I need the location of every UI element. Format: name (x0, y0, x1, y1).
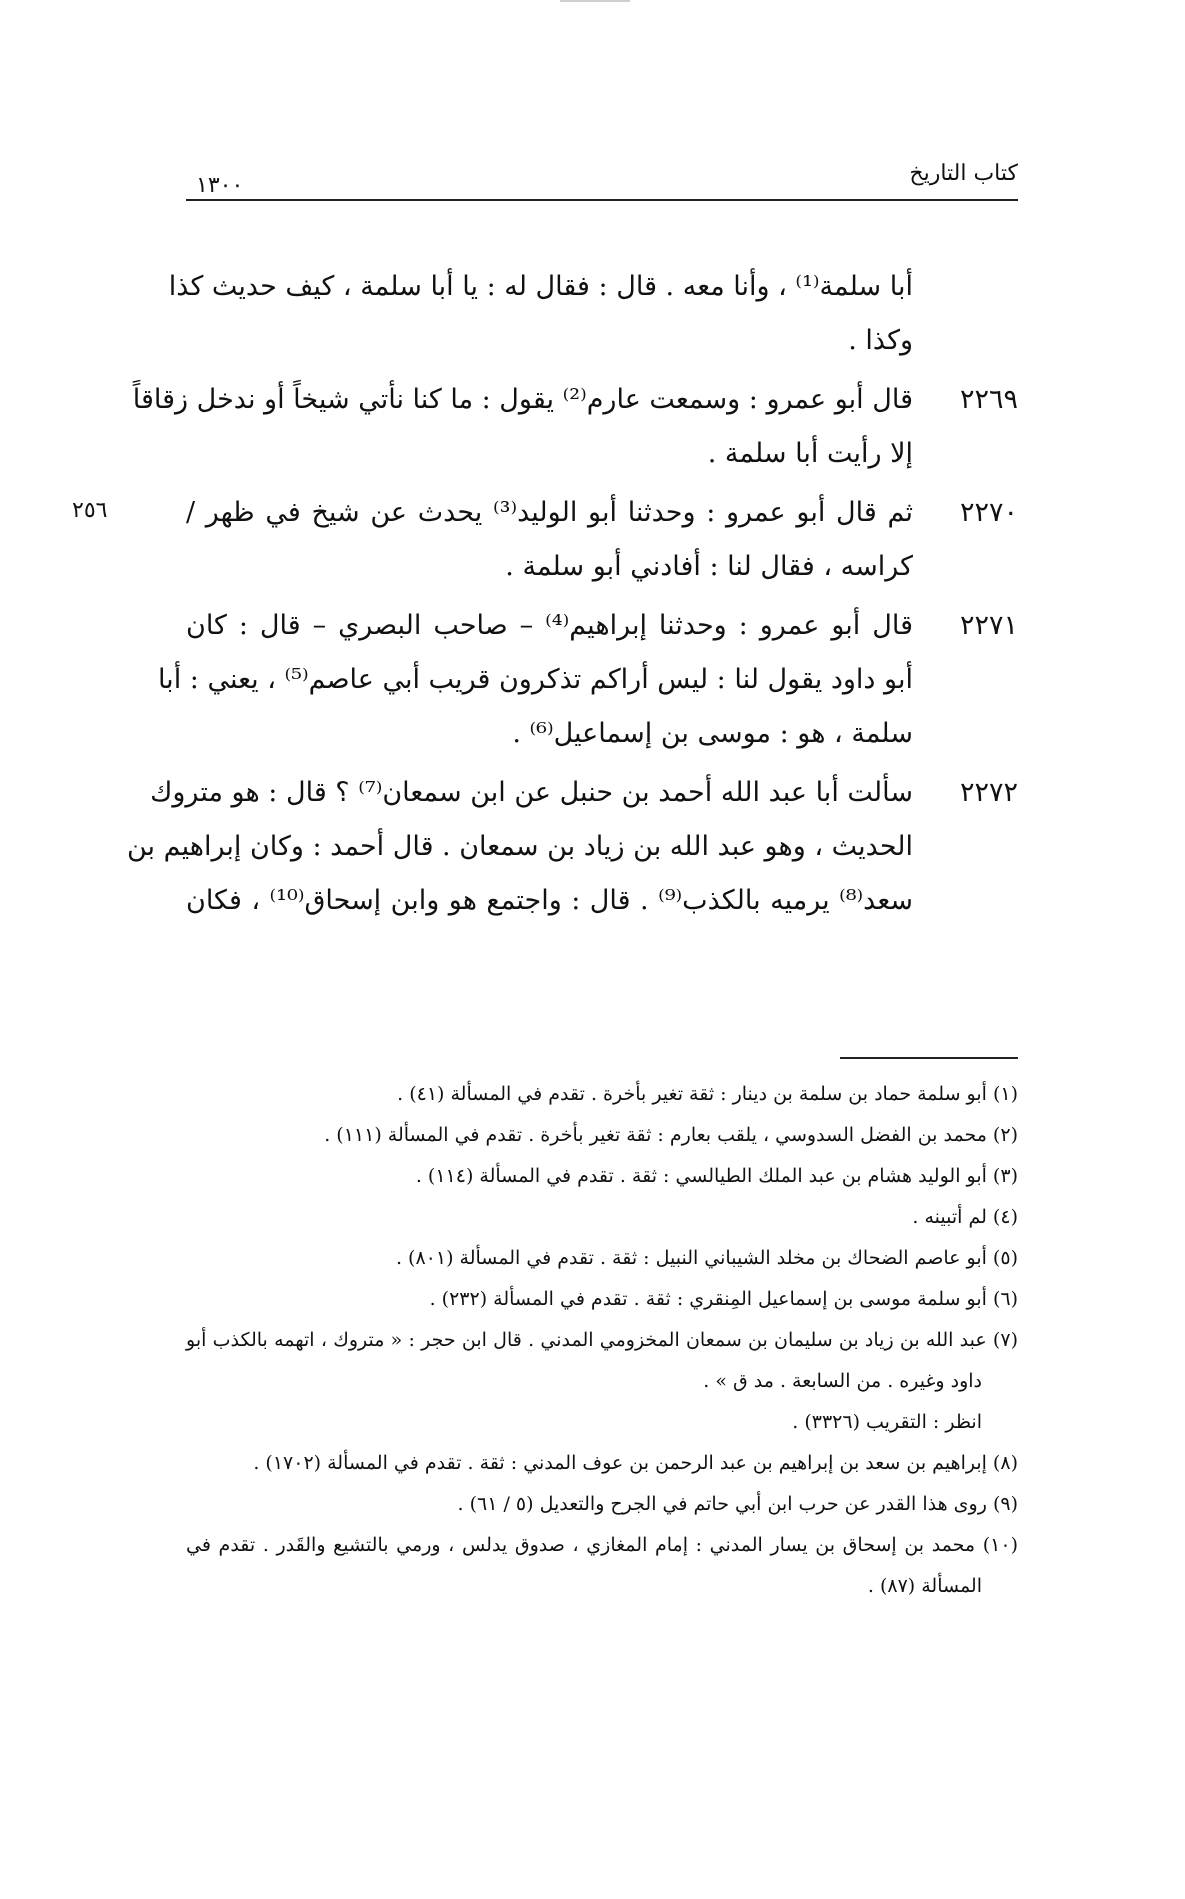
line-text: سلمة ، هو : موسى بن إسماعيل⁽⁶⁾ . (512, 718, 913, 749)
footnote: (٧) عبد الله بن زياد بن سليمان بن سمعان المخزومي المدني . قال ابن حجر : « متروك ، اتهمه بالكذب أبو (186, 1329, 1018, 1351)
text-line (168, 260, 1018, 314)
line-text: الحديث ، وهو عبد الله بن زياد بن سمعان . قال أحمد : وكان إبراهيم بن (126, 831, 913, 862)
scan-top-mark (560, 0, 630, 2)
text-line (186, 314, 1018, 368)
text-line (126, 820, 1018, 874)
footnote-rule (840, 1057, 1018, 1059)
text-line (186, 874, 1018, 928)
line-text: كراسه ، فقال لنا : أفادني أبو سلمة . (505, 551, 913, 582)
text-line (186, 427, 1018, 481)
footnote-continuation: المسألة (٨٧) . (867, 1575, 982, 1597)
footnote: (١٠) محمد بن إسحاق بن يسار المدني : إمام المغازي ، صدوق يدلس ، ورمي بالتشيع والقَدر . تقدم في (186, 1534, 1018, 1556)
footnote: (٥) أبو عاصم الضحاك بن مخلد الشيباني النبيل : ثقة . تقدم في المسألة (٨٠١) . (395, 1247, 1018, 1269)
line-text: قال أبو عمرو : وسمعت عارم⁽²⁾ يقول : ما كنا نأتي شيخاً أو ندخل زقاقاً (132, 384, 913, 415)
footnote: (٩) روى هذا القدر عن حرب ابن أبي حاتم في الجرح والتعديل (٥ / ٦١) . (457, 1493, 1018, 1515)
line-text: سألت أبا عبد الله أحمد بن حنبل عن ابن سمعان⁽⁷⁾ ؟ قال : هو متروك (150, 777, 913, 808)
page-header (186, 155, 1018, 201)
footnote: (١) أبو سلمة حماد بن سلمة بن دينار : ثقة تغير بأخرة . تقدم في المسألة (٤١) . (397, 1083, 1018, 1105)
footnote-continuation: انظر : التقريب (٣٣٢٦) . (792, 1411, 982, 1433)
footnote: (٦) أبو سلمة موسى بن إسماعيل المِنقري : ثقة . تقدم في المسألة (٢٣٢) . (429, 1288, 1018, 1310)
main-text (126, 260, 1018, 960)
line-text: أبا سلمة⁽¹⁾ ، وأنا معه . قال : فقال له : يا أبا سلمة ، كيف حديث كذا (168, 271, 913, 302)
line-text: أبو داود يقول لنا : ليس أراكم تذكرون قريب أبي عاصم⁽⁵⁾ ، يعني : أبا (157, 664, 913, 695)
text-line (132, 373, 1018, 427)
header-rule (186, 199, 1018, 201)
line-text: سعد⁽⁸⁾ يرميه بالكذب⁽⁹⁾ . قال : واجتمع هو وابن إسحاق⁽¹⁰⁾ ، فكان (186, 885, 913, 916)
entry-number: ٢٢٧١ (959, 610, 1018, 641)
entry-number: ٢٢٦٩ (959, 384, 1018, 415)
line-text: وكذا . (848, 325, 913, 356)
footnote: (٤) لم أتبينه . (912, 1206, 1018, 1228)
text-line (186, 486, 1018, 540)
footnote: (٨) إبراهيم بن سعد بن إبراهيم بن عبد الرحمن بن عوف المدني : ثقة . تقدم في المسألة (١٧٠٢) . (253, 1452, 1018, 1474)
footnotes (186, 1075, 1018, 1675)
line-text: ثم قال أبو عمرو : وحدثنا أبو الوليد⁽³⁾ يحدث عن شيخ في ظهر / (186, 497, 913, 528)
footnote-continuation: داود وغيره . من السابعة . مد ق » . (703, 1370, 982, 1392)
margin-manuscript-number: ٢٥٦ (72, 498, 108, 523)
text-line (186, 540, 1018, 594)
footnote: (٢) محمد بن الفضل السدوسي ، يلقب بعارم : ثقة تغير بأخرة . تقدم في المسألة (١١١) . (324, 1124, 1018, 1146)
line-text: إلا رأيت أبا سلمة . (707, 438, 913, 469)
text-line (186, 707, 1018, 761)
footnote: (٣) أبو الوليد هشام بن عبد الملك الطيالسي : ثقة . تقدم في المسألة (١١٤) . (415, 1165, 1018, 1187)
entry-number: ٢٢٧٠ (959, 497, 1018, 528)
book-title: كتاب التاريخ (909, 161, 1018, 186)
line-text: قال أبو عمرو : وحدثنا إبراهيم⁽⁴⁾ – صاحب البصري – قال : كان (186, 610, 914, 641)
page-number: ١٣٠٠ (196, 173, 244, 198)
text-line (150, 766, 1018, 820)
text-line (157, 653, 1018, 707)
text-line (186, 599, 1018, 653)
entry-number: ٢٢٧٢ (959, 777, 1018, 808)
